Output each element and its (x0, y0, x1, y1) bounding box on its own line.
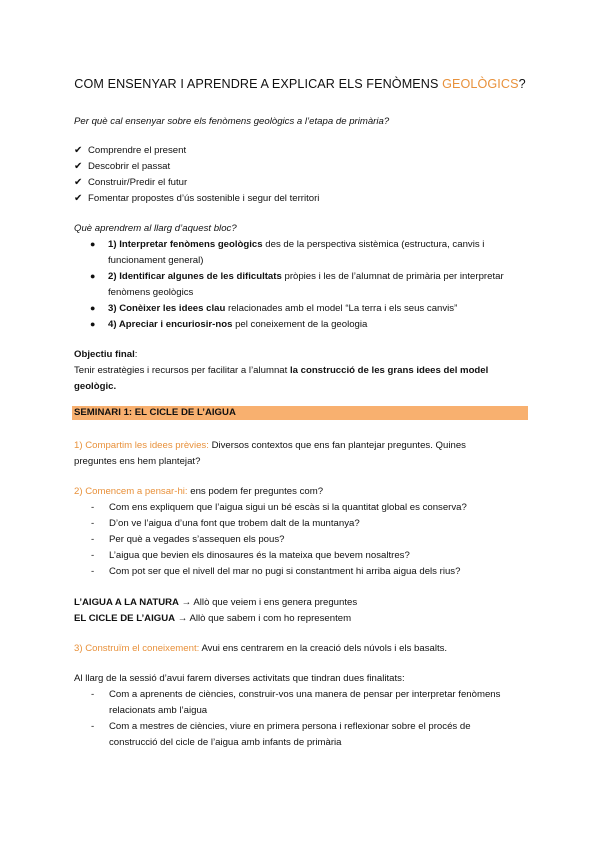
bullet-icon: ● (90, 319, 96, 329)
question-item: D’on ve l’aigua d’una font que trobem dalt de la muntanya? (109, 518, 360, 529)
question-item: Com pot ser que el nivell del mar no pugi si constantment hi arriba aigua dels rius? (109, 566, 461, 577)
bullet-cont: fenòmens geològics (108, 287, 194, 298)
bullet-item: 2) Identificar algunes de les dificultats pròpies i les de l’alumnat de primària per interpretar (108, 271, 504, 282)
check-item: ✔ Comprendre el present (74, 145, 187, 156)
dash-icon: - (91, 721, 95, 732)
bullet-icon: ● (90, 303, 96, 313)
objective-heading: Objectiu final: (74, 349, 138, 360)
aim-item-cont: construcció del cicle de l’aigua amb infants de primària (109, 737, 342, 748)
title-highlight: GEOLÒGICS (442, 77, 519, 91)
question-item: Com ens expliquem que l’aigua sigui un bé escàs si la quantitat global es conserva? (109, 502, 467, 513)
session-intro: Al llarg de la sessió d’avui farem diverses activitats que tindran dues finalitats: (74, 673, 405, 684)
bullet-item: 3) Conèixer les idees clau relacionades amb el model “La terra i els seus canvis” (108, 303, 458, 314)
nature-line: L’AIGUA A LA NATURA → Allò que veiem i ens genera preguntes (74, 597, 358, 608)
objective-text: Tenir estratègies i recursos per facilitar a l’alumnat la construcció de les grans idees del model (74, 365, 489, 376)
checkmark-icon: ✔ (74, 161, 83, 172)
checkmark-icon: ✔ (74, 177, 83, 188)
check-item: ✔ Fomentar propostes d’ús sostenible i segur del territori (74, 193, 320, 204)
page-title: COM ENSENYAR I APRENDRE A EXPLICAR ELS FENÒMENS GEOLÒGICS? (74, 77, 526, 91)
question-what: Què aprendrem al llarg d’aquest bloc? (74, 223, 237, 234)
bullet-item: 1) Interpretar fenòmens geològics des de la perspectiva sistèmica (estructura, canvis i (108, 239, 485, 250)
cycle-line: EL CICLE DE L’AIGUA → Allò que sabem i com ho representem (74, 613, 352, 624)
dash-icon: - (91, 518, 95, 529)
check-item: ✔ Construir/Predir el futur (74, 177, 188, 188)
aim-item: Com a aprenents de ciències, construir-vos una manera de pensar per interpretar fenòmens (109, 689, 501, 700)
dash-icon: - (91, 689, 95, 700)
question-item: L’aigua que bevien els dinosaures és la mateixa que bevem nosaltres? (109, 550, 410, 561)
step-1-cont: preguntes ens hem plantejat? (74, 456, 201, 467)
seminar-heading-band (72, 406, 528, 420)
bullet-cont: funcionament general) (108, 255, 204, 266)
question-why: Per què cal ensenyar sobre els fenòmens geològics a l’etapa de primària? (74, 116, 390, 127)
question-item: Per què a vegades s’assequen els pous? (109, 534, 285, 545)
dash-icon: - (91, 566, 95, 577)
objective-text-cont: geològic. (74, 381, 117, 392)
bullet-item: 4) Apreciar i encuriosir-nos pel coneixement de la geologia (108, 319, 368, 330)
step-1: 1) Compartim les idees prèvies: Diversos contextos que ens fan plantejar preguntes. Quines (74, 440, 466, 451)
aim-item-cont: relacionats amb l’aigua (109, 705, 208, 716)
step-2: 2) Comencem a pensar-hi: ens podem fer preguntes com? (74, 486, 324, 497)
dash-icon: - (91, 502, 95, 513)
checkmark-icon: ✔ (74, 145, 83, 156)
bullet-icon: ● (90, 271, 96, 281)
seminar-heading: SEMINARI 1: EL CICLE DE L’AIGUA (74, 407, 236, 418)
aim-item: Com a mestres de ciències, viure en primera persona i reflexionar sobre el procés de (109, 721, 471, 732)
bullet-icon: ● (90, 239, 96, 249)
dash-icon: - (91, 534, 95, 545)
step-3: 3) Construïm el coneixement: Avui ens centrarem en la creació dels núvols i els basalts. (74, 643, 448, 654)
dash-icon: - (91, 550, 95, 561)
checkmark-icon: ✔ (74, 193, 83, 204)
check-item: ✔ Descobrir el passat (74, 161, 171, 172)
